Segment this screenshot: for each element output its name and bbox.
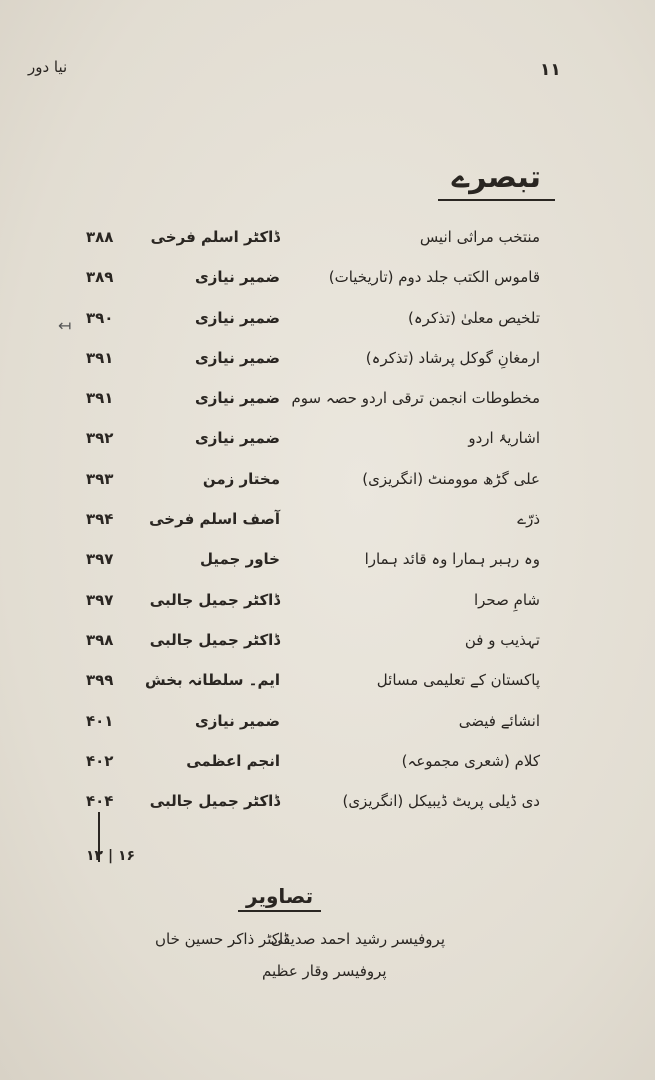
page-number: ۱۱ — [540, 60, 561, 80]
review-author: ضمیر نیازی — [195, 429, 280, 448]
review-author: ڈاکٹر جمیل جالبی — [149, 590, 280, 609]
review-page: ۳۹۳ — [86, 469, 114, 488]
review-page: ۴۰۱ — [86, 711, 114, 730]
review-title: قاموس الکتب جلد دوم (تاریخیات) — [328, 268, 540, 287]
table-row — [0, 341, 655, 381]
table-row — [0, 542, 655, 582]
review-author: ڈاکٹر اسلم فرخی — [150, 228, 280, 246]
review-title: پاکستان کے تعلیمی مسائل — [376, 671, 540, 690]
review-author: ڈاکٹر جمیل جالبی — [149, 630, 280, 649]
review-author: ضمیر نیازی — [195, 308, 280, 327]
review-page: ۴۰۲ — [86, 751, 114, 770]
review-title: مخطوطات انجمن ترقی اردو حصہ سوم — [291, 389, 540, 408]
review-author: ضمیر نیازی — [195, 711, 280, 730]
table-row — [0, 301, 655, 341]
review-page: ۳۹۰ — [86, 308, 114, 327]
review-page: ۳۹۱ — [86, 348, 114, 367]
table-row — [0, 583, 655, 623]
review-title: ارمغانِ گوکل پرشاد (تذکرہ) — [365, 348, 540, 367]
tally-sum: ۱۶ | ۱۲ — [86, 848, 136, 864]
pictures-heading: تصاویر — [238, 884, 321, 912]
table-row — [0, 704, 655, 744]
review-author: ضمیر نیازی — [195, 389, 280, 408]
table-row — [0, 623, 655, 663]
review-title: منتخب مراثی انیس — [419, 228, 540, 246]
review-page: ۴۰۴ — [86, 792, 114, 811]
magazine-name: نیا دور — [28, 58, 68, 76]
review-page: ۳۸۸ — [86, 228, 114, 246]
table-row — [0, 260, 655, 300]
review-author: آصف اسلم فرخی — [149, 510, 280, 529]
table-row — [0, 220, 655, 260]
table-row — [0, 462, 655, 502]
review-title: اشاریۂ اردو — [468, 429, 540, 448]
review-page: ۳۹۴ — [86, 510, 114, 529]
review-author: ایم۔ سلطانہ بخش — [145, 671, 280, 690]
table-row — [0, 381, 655, 421]
review-title: علی گڑھ موومنٹ (انگریزی) — [362, 469, 540, 488]
reviews-heading: تبصرے — [438, 160, 555, 201]
review-page: ۳۹۱ — [86, 389, 114, 408]
review-author: ضمیر نیازی — [195, 348, 280, 367]
review-page: ۳۹۷ — [86, 550, 114, 569]
review-author: انجم اعظمی — [186, 751, 280, 770]
review-author: مختار زمن — [202, 469, 280, 488]
review-title: تہذیب و فن — [464, 630, 540, 649]
stray-mark: ↤ — [58, 316, 72, 335]
review-author: خاور جمیل — [199, 550, 280, 569]
review-page: ۳۹۲ — [86, 429, 114, 448]
review-page: ۳۹۹ — [86, 671, 114, 690]
picture-item: ڈاکٹر ذاکر حسین خاں — [155, 930, 290, 948]
picture-item: پروفیسر وقار عظیم — [262, 962, 387, 980]
review-title: کلام (شعری مجموعہ) — [401, 751, 540, 770]
review-title: شامِ صحرا — [473, 590, 540, 609]
table-row — [0, 663, 655, 703]
review-author: ضمیر نیازی — [195, 268, 280, 287]
table-row — [0, 744, 655, 784]
review-page: ۳۹۸ — [86, 630, 114, 649]
review-title: وہ رہبر ہمارا وہ قائد ہمارا — [364, 550, 540, 569]
reviews-list — [0, 220, 655, 824]
review-title: انشائے فیضی — [458, 711, 540, 730]
review-title: تلخیص معلیٰ (تذکرہ) — [408, 308, 540, 327]
table-row — [0, 421, 655, 461]
review-title: ذرّے — [517, 510, 540, 529]
review-page: ۳۹۷ — [86, 590, 114, 609]
review-title: دی ڈیلی پریٹ ڈیبیکل (انگریزی) — [342, 792, 540, 811]
picture-item: پروفیسر رشید احمد صدیقی — [270, 930, 445, 948]
review-page: ۳۸۹ — [86, 268, 114, 287]
table-row — [0, 502, 655, 542]
review-author: ڈاکٹر جمیل جالبی — [149, 792, 280, 811]
